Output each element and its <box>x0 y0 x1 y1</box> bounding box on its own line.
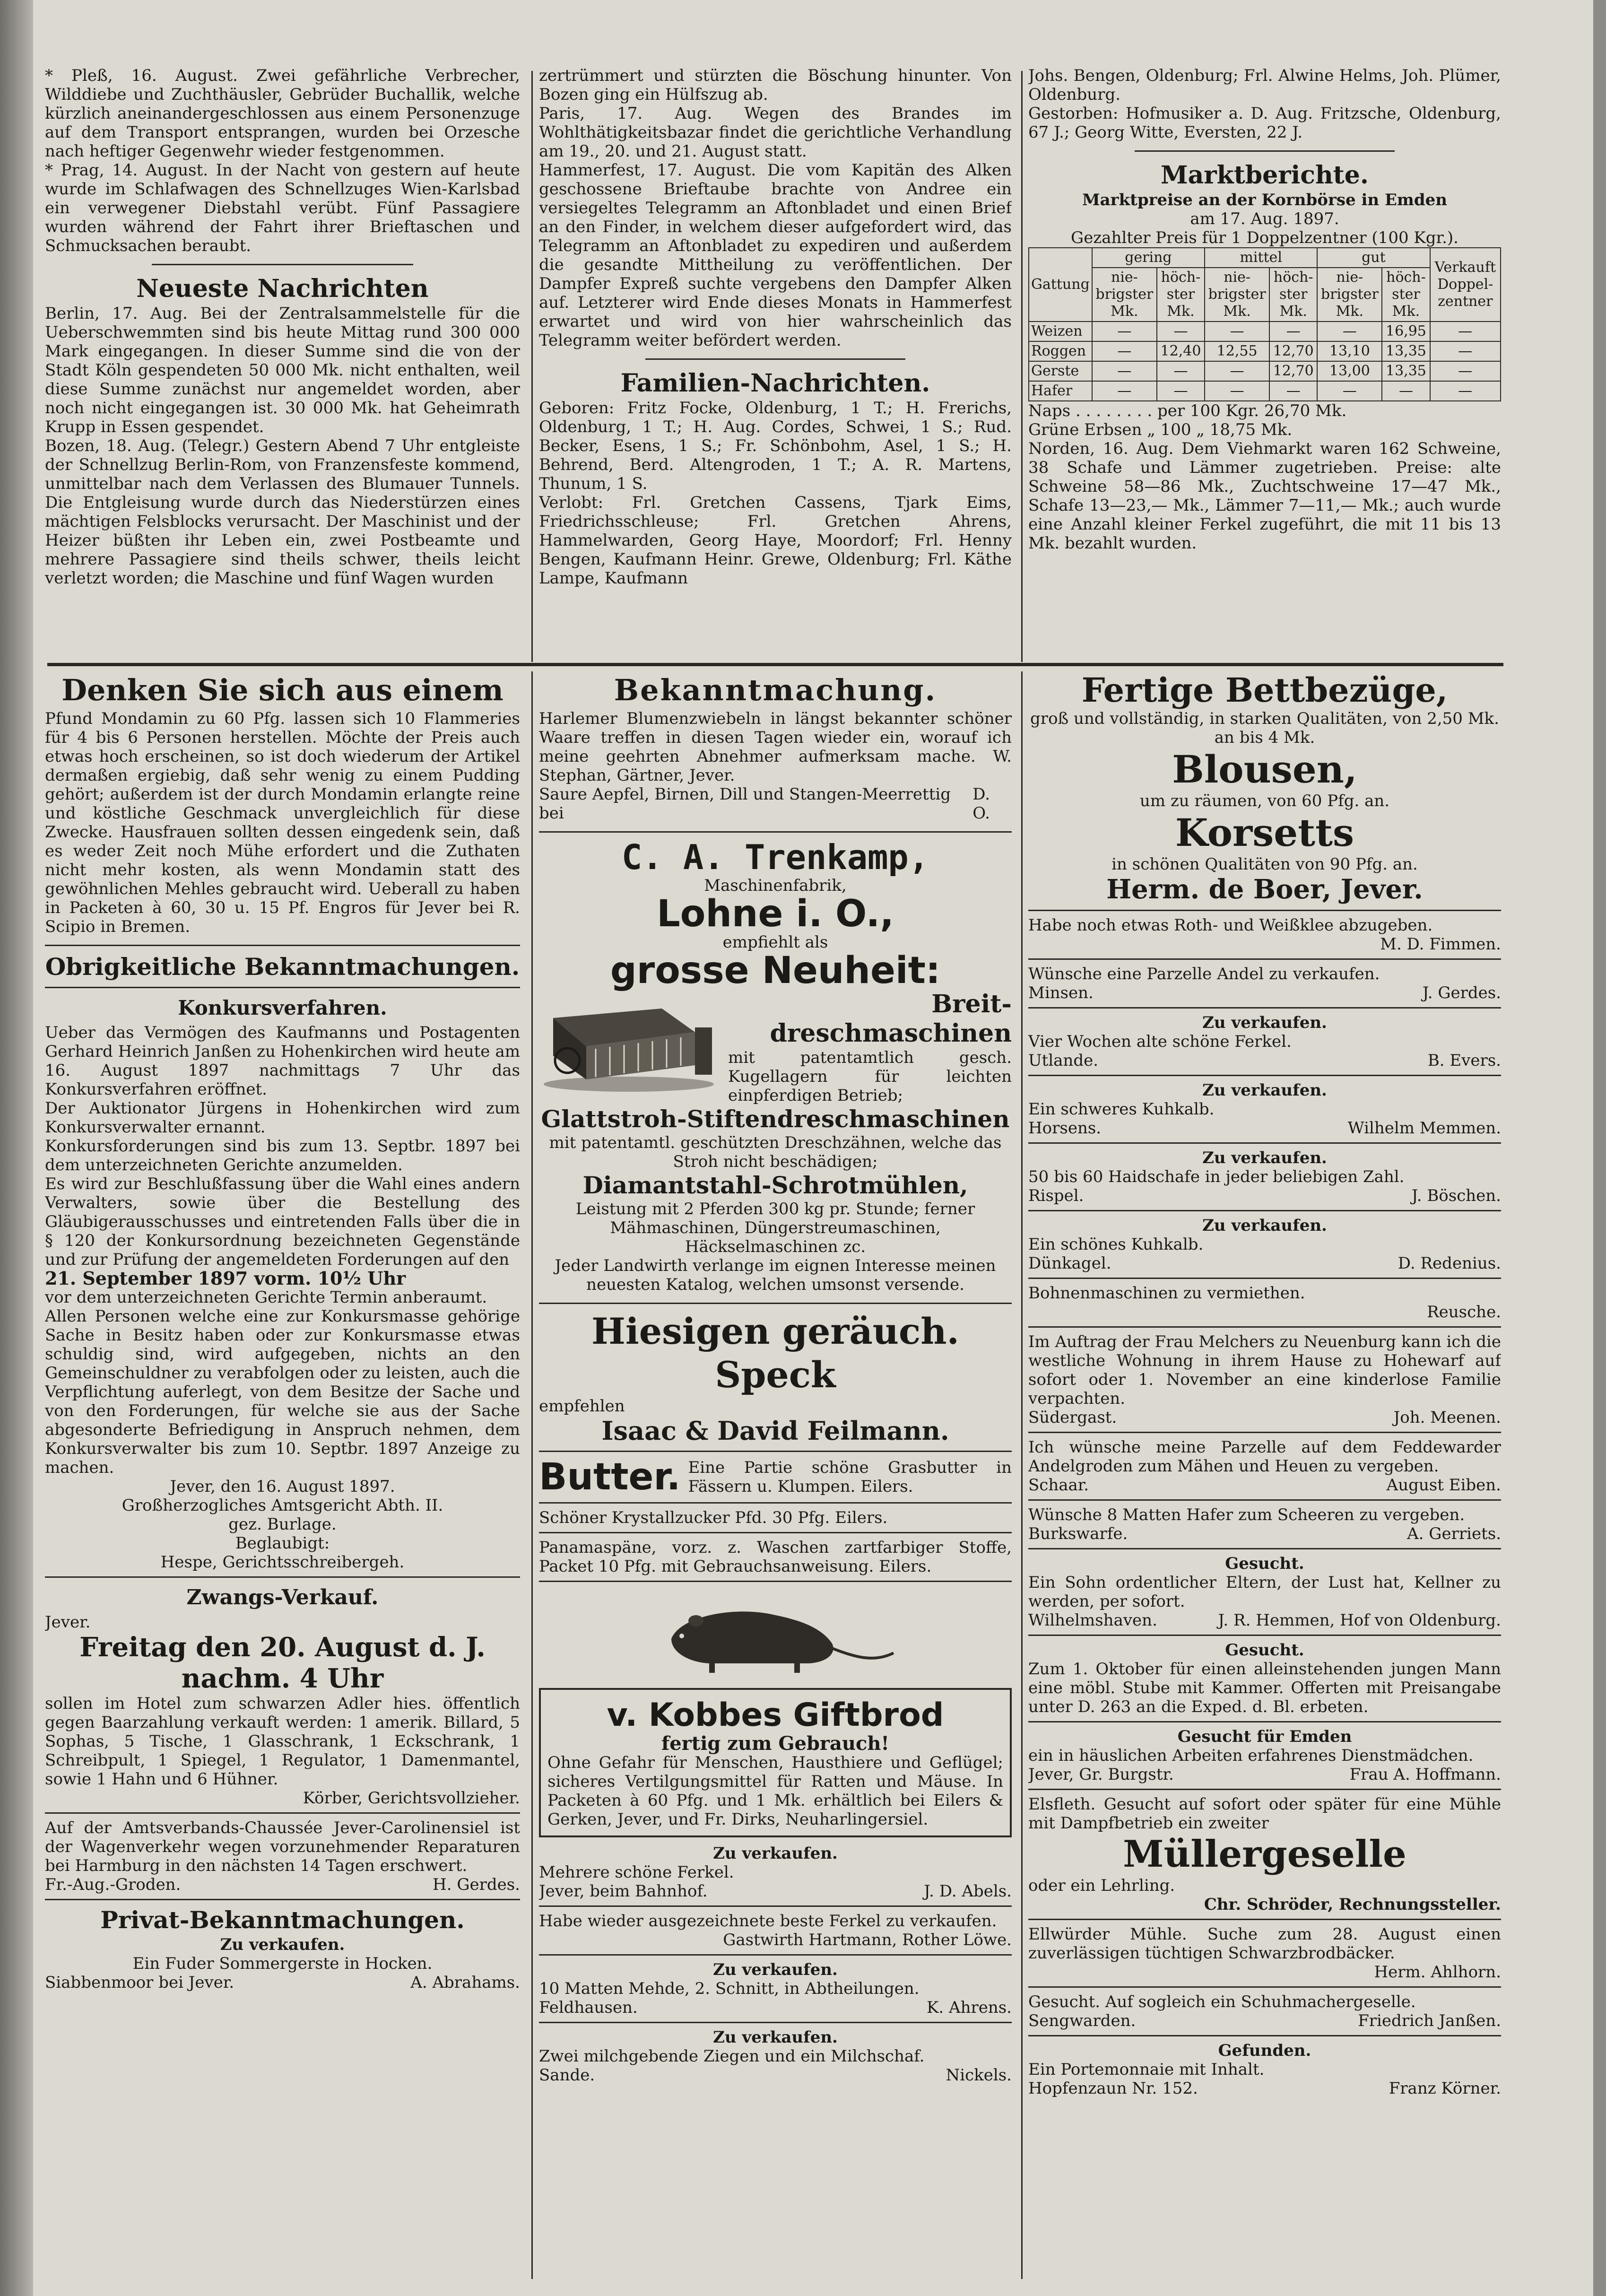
trenkamp-empf: empfiehlt als <box>722 933 828 952</box>
signature-line <box>1028 983 1501 1002</box>
small-ad <box>1028 1986 1501 2030</box>
ad-text: Ich wünsche meine Parzelle auf dem Feddewarder Andelgroden zum Mähen und Heuen zu vergeben. <box>1028 1438 1501 1476</box>
ad-text: Vier Wochen alte schöne Ferkel. <box>1028 1032 1292 1051</box>
column-rule <box>531 71 533 662</box>
family-news: Geboren: Fritz Focke, Oldenburg, 1 T.; H. Frerichs, Oldenburg, 1 T.; H. Aug. Cordes, Schwei, 1 S.; Rud. Becker, Esens, 1 S.; Fr. Schönbohm, Asel, 1 S.; H. Behrend, Berd. Altengroden, 1 T.; A. R. Martens, Thunum, 1 S. <box>539 399 1012 493</box>
small-ad <box>1028 1210 1501 1273</box>
section-heading: Familien-Nachrichten. <box>620 369 930 398</box>
place: Schaar. <box>1028 1476 1089 1495</box>
place: Hopfenzaun Nr. 152. <box>1028 2079 1198 2098</box>
signature-line <box>1028 1408 1501 1427</box>
small-ad <box>1028 958 1501 1002</box>
section-heading: Privat-Bekanntmachungen. <box>100 1906 465 1934</box>
divider <box>1028 1142 1501 1144</box>
column-1-ads <box>45 671 520 2288</box>
divider <box>539 831 1012 833</box>
grain-name: Gerste <box>1029 361 1092 381</box>
ad-text: Ein Sohn ordentlicher Eltern, der Lust hat, Kellner zu werden, per sofort. <box>1028 1573 1501 1611</box>
threshing-machine-icon <box>539 990 719 1094</box>
table-row <box>1029 381 1501 401</box>
trenkamp-machine: Diamantstahl-Schrotmühlen, <box>582 1171 968 1199</box>
mondamin-heading: Denken Sie sich aus einem <box>61 673 504 707</box>
divider <box>1028 1007 1501 1009</box>
divider <box>45 1576 520 1578</box>
price-cell: 12,70 <box>1269 341 1317 361</box>
ad-text: Wünsche eine Parzelle Andel zu verkaufen. <box>1028 965 1380 983</box>
trenkamp-text: mit patentamtlich gesch. Kugellagern für leichten einpferdigen Betrieb; <box>728 1048 1012 1105</box>
market-line: Grüne Erbsen „ 100 „ 18,75 Mk. <box>1028 420 1293 439</box>
divider <box>539 1451 1012 1452</box>
ad-text: groß und vollständig, in starken Qualitäten, von 2,50 Mk. an bis 4 Mk. <box>1030 709 1499 747</box>
price-cell: 12,40 <box>1157 341 1205 361</box>
table-subheader: nie- brigster Mk. <box>1092 268 1157 322</box>
place: Burkswarfe. <box>1028 1524 1128 1543</box>
boer-firm: Herm. de Boer, Jever. <box>1106 874 1423 905</box>
mondamin-text: Pfund Mondamin zu 60 Pfg. lassen sich 10 Flammeries für 4 bis 6 Personen herstellen. Möchte der Preis auch etwas hoch erscheinen, so ist doch wiederum der Artikel dermaßen ergiebig, daß sehr wenig zu einem Pudding gehört; außerdem ist der durch Mondamin erlangte reine und köstliche Geschmack unvergleichlich für diese Zwecke. Hausfrauen sollten dessen eingedenk sein, daß es weder Zeit noch Mühe erfordert und die Zuthaten nicht mehr kosten, als wenn Mondamin statt des gewöhnlichen Mehles gebraucht wird. Ueberall zu haben in Packeten à 60, 30 u. 15 Pf. Engros für Jever bei R. Scipio in Bremen. <box>45 709 520 936</box>
subheading: Konkursverfahren. <box>178 996 387 1019</box>
ad-text: Im Auftrag der Frau Melchers zu Neuenburg kann ich die westliche Wohnung in ihrem Hause zu Hohewarf auf sofort oder 1. November an eine kinderlose Familie verpachten. <box>1028 1332 1501 1408</box>
place: Utlande. <box>1028 1051 1099 1070</box>
price-cell: — <box>1317 381 1382 401</box>
divider <box>45 945 520 946</box>
butter-heading: Butter. <box>539 1456 681 1498</box>
notice-text: Es wird zur Beschlußfassung über die Wahl eines andern Verwalters, sowie über die Bestellung des Gläubigerausschusses und eintretenden Falls über die in § 120 der Konkursordnung bezeichneten Gegenstände und zur Prüfung der angemeldeten Forderungen auf den <box>45 1174 520 1269</box>
signature-line <box>1028 1963 1501 1982</box>
signature-line <box>1028 1254 1501 1273</box>
ad-text: ein in häuslichen Arbeiten erfahrenes Dienstmädchen. <box>1028 1746 1474 1765</box>
small-ads <box>1028 916 1501 1784</box>
divider <box>645 358 905 360</box>
price-cell: — <box>1205 381 1269 401</box>
notice-text: Der Auktionator Jürgens in Hohenkirchen wird zum Konkursverwalter ernannt. <box>45 1099 520 1137</box>
divider <box>45 1812 520 1814</box>
speck-firm: Isaac & David Feilmann. <box>601 1416 949 1446</box>
signature-line <box>45 1875 520 1894</box>
trenkamp-machine: Glattstroh-Stiftendreschmaschinen <box>541 1105 1010 1133</box>
notice-clerk: Hespe, Gerichtsschreibergeh. <box>160 1553 405 1572</box>
price-cell: — <box>1205 361 1269 381</box>
place: Wilhelmshaven. <box>1028 1611 1157 1630</box>
ad-text: empfehlen <box>539 1397 625 1416</box>
column-3-news <box>1028 66 1501 660</box>
signer: A. Gerriets. <box>1407 1524 1501 1543</box>
small-ad <box>1028 2035 1501 2098</box>
notice-certified: Beglaubigt: <box>235 1534 330 1553</box>
divider <box>1028 1075 1501 1076</box>
small-ad <box>1028 1548 1501 1630</box>
market-unit: Gezahlter Preis für 1 Doppelzentner (100 Kgr.). <box>1071 228 1458 247</box>
small-ad <box>1028 1326 1501 1427</box>
price-cell: 13,10 <box>1317 341 1382 361</box>
price-cell: 12,55 <box>1205 341 1269 361</box>
table-header: gut <box>1317 248 1430 268</box>
news-item: * Pleß, 16. August. Zwei gefährliche Verbrecher, Wilddiebe und Zuchthäusler, Gebrüder Buchallik, welche kürzlich aneinandergeschlossen aus einem Personenzuge auf dem Transport entsprangen, wurden bei Orzesche nach heftiger Gegenwehr wieder festgenommen. <box>45 66 520 161</box>
news-item: Hammerfest, 17. August. Die vom Kapitän des Alken geschossene Brieftaube brachte von Andree ein versiegeltes Telegramm an Aftonbladet und einen Brief an den Finder, in welchem dieser aufgefordert wird, das Telegramm an Aftonbladet zu expediren und außerdem die gesandte Mittheilung zu veröffentlichen. Der Dampfer Expreß suchte vergebens den Dampfer Alken auf. Letzterer wird Ende dieses Monats in Hammerfest erwartet und wird von hier wahrscheinlich das Telegramm weiter befördert werden. <box>539 161 1012 350</box>
price-cell: — <box>1092 381 1157 401</box>
ad-text: Bohnenmaschinen zu vermiethen. <box>1028 1284 1305 1303</box>
signer: Franz Körner. <box>1389 2079 1501 2098</box>
news-item: * Prag, 14. August. In der Nacht von gestern auf heute wurde im Schlafwagen des Schnellzuges Wien-Karlsbad ein verwegener Diebstahl verübt. Fünf Passagiere wurden während der Fahrt ihrer Brieftaschen und Schmucksachen beraubt. <box>45 161 520 255</box>
place: Jever, Gr. Burgstr. <box>1028 1765 1174 1784</box>
notice-court: Großherzogliches Amtsgericht Abth. II. <box>122 1496 443 1515</box>
ad-text: Saure Aepfel, Birnen, Dill und Stangen-Meerrettig bei <box>539 785 951 823</box>
place: Südergast. <box>1028 1408 1117 1427</box>
divider <box>1028 1432 1501 1433</box>
small-ad <box>1028 1925 1501 1982</box>
ad-text: Ellwürder Mühle. Suche zum 28. August einen zuverlässigen tüchtigen Schwarzbrodbäcker. <box>1028 1925 1501 1963</box>
ad-text: Panamaspäne, vorz. z. Waschen zartfarbiger Stoffe, Packet 10 Pfg. mit Gebrauchsanweisung. Eilers. <box>539 1538 1012 1576</box>
ad-heading: Zu verkaufen. <box>713 1844 838 1863</box>
family-news: Johs. Bengen, Oldenburg; Frl. Alwine Helms, Joh. Plümer, Oldenburg. <box>1028 66 1501 104</box>
auction-time: nachm. 4 Uhr <box>181 1663 384 1694</box>
ad-text: oder ein Lehrling. <box>1028 1876 1175 1895</box>
divider <box>1028 1986 1501 1988</box>
table-subheader: nie- brigster Mk. <box>1205 268 1269 322</box>
small-ad <box>539 1905 1012 1949</box>
giftbrod-ad <box>539 1688 1012 1837</box>
small-ad <box>1028 1721 1501 1784</box>
signature-line <box>1028 1051 1501 1070</box>
table-subheader: nie- brigster Mk. <box>1317 268 1382 322</box>
grain-name: Roggen <box>1029 341 1092 361</box>
signer: Friedrich Janßen. <box>1358 2011 1501 2030</box>
price-cell: — <box>1157 322 1205 341</box>
notice-text: vor dem unterzeichneten Gerichte Termin anberaumt. <box>45 1288 487 1307</box>
small-ad <box>1028 916 1501 954</box>
rat-icon <box>652 1587 898 1681</box>
notice-place: Jever, den 16. August 1897. <box>170 1477 395 1496</box>
signature-line <box>1028 1765 1501 1784</box>
news-item: Bozen, 18. Aug. (Telegr.) Gestern Abend 7 Uhr entgleiste der Schnellzug Berlin-Rom, von Franzensfeste kommend, unmittelbar nach dem Verlassen des Blumauer Tunnels. Die Entgleisung wurde durch das Niederstürzen eines mächtigen Felsblocks verursacht. Der Maschinist und der Heizer büßten ihr Leben ein, zwei Postbeamte und mehrere Passagiere sind theils schwer, theils leicht verletzt worden; die Maschine und fünf Wagen wurden <box>45 436 520 588</box>
muellergeselle-heading: Müllergeselle <box>1123 1833 1406 1876</box>
divider <box>1028 1210 1501 1211</box>
place: Siabbenmoor bei Jever. <box>45 1973 234 1992</box>
ad-text: Harlemer Blumenzwiebeln in längst bekannter schöner Waare treffen in diesen Tagen wieder ein, worauf ich meine geehrten Abnehmer aufmerksam mache. W. Stephan, Gärtner, Jever. <box>539 709 1012 785</box>
section-heading: Obrigkeitliche Bekanntmachungen. <box>45 953 520 981</box>
news-item: zertrümmert und stürzten die Böschung hinunter. Von Bozen ging ein Hülfszug ab. <box>539 66 1012 104</box>
signer: Joh. Meenen. <box>1393 1408 1501 1427</box>
trenkamp-machine: Breit- <box>931 990 1012 1018</box>
giftbrod-ready: fertig zum Gebrauch! <box>661 1732 889 1755</box>
ad-text: Eine Partie schöne Grasbutter in Fässern u. Klumpen. Eilers. <box>688 1458 1012 1496</box>
column-rule <box>1021 671 1023 2279</box>
signer: J. R. Hemmen, Hof von Oldenburg. <box>1218 1611 1501 1630</box>
divider <box>539 1905 1012 1907</box>
divider <box>1028 1278 1501 1279</box>
divider <box>1135 150 1395 152</box>
signature-line <box>1028 1119 1501 1138</box>
ad-text: in schönen Qualitäten von 90 Pfg. an. <box>1111 855 1418 874</box>
ad-text: Ein Fuder Sommergerste in Hocken. <box>132 1954 433 1973</box>
signer: August Eiben. <box>1386 1476 1501 1495</box>
place: Feldhausen. <box>539 1998 638 2017</box>
trenkamp-text: Jeder Landwirth verlange im eignen Interesse meinen neuesten Katalog, welchen umsonst versende. <box>555 1256 996 1294</box>
divider <box>539 1954 1012 1956</box>
ad-heading: Zu verkaufen. <box>1202 1216 1327 1235</box>
section-divider <box>47 663 1503 666</box>
trenkamp-text: mit patentamtl. geschützten Dreschzähnen, welche das Stroh nicht beschädigen; <box>549 1133 1002 1171</box>
market-report: Norden, 16. Aug. Dem Viehmarkt waren 162 Schweine, 38 Schafe und Lämmer zugetrieben. Preise: alte Schweine 58—86 Mk., Zuchtschweine 17—47 Mk., Schafe 13—23,— Mk., Lämmer 7—11,— Mk.; auch wurde eine Anzahl kleiner Ferkel zugeführt, die mit 11 bis 13 Mk. bezahlt wurden. <box>1028 439 1501 553</box>
divider <box>1028 1326 1501 1328</box>
betten-heading: Fertige Bettbezüge, <box>1081 671 1448 710</box>
divider <box>1028 2035 1501 2036</box>
price-cell: — <box>1430 341 1501 361</box>
signer: Nickels. <box>946 2066 1012 2085</box>
table-header: Gattung <box>1029 248 1092 322</box>
signer: Herm. Ahlhorn. <box>1374 1963 1501 1982</box>
book-gutter <box>0 0 33 2296</box>
signature-line <box>539 2066 1012 2085</box>
section-heading: Marktberichte. <box>1161 161 1369 190</box>
signer: Frau A. Hoffmann. <box>1349 1765 1501 1784</box>
column-1-news <box>45 66 520 660</box>
signer: J. Böschen. <box>1411 1186 1501 1205</box>
ad-heading: Gesucht. <box>1225 1641 1304 1660</box>
place: Fr.-Aug.-Groden. <box>45 1875 181 1894</box>
signature-line <box>539 1882 1012 1901</box>
place: Dünkagel. <box>1028 1254 1111 1273</box>
signer: A. Abrahams. <box>410 1973 520 1992</box>
divider <box>1028 1789 1501 1790</box>
hearing-date: 21. September 1897 vorm. 10½ Uhr <box>45 1268 406 1289</box>
price-cell: — <box>1430 361 1501 381</box>
ad-heading: Gefunden. <box>1218 2041 1311 2060</box>
price-cell: 13,00 <box>1317 361 1382 381</box>
place: Jever, beim Bahnhof. <box>539 1882 708 1901</box>
signer: B. Evers. <box>1427 1051 1501 1070</box>
ad-heading: Gesucht für Emden <box>1177 1727 1352 1746</box>
family-news: Verlobt: Frl. Gretchen Cassens, Tjark Eims, Friedrichsschleuse; Frl. Gretchen Ahrens, Hammelwarden, Georg Haye, Moordorf; Frl. Henny Bengen, Kaufmann Heinr. Grewe, Oldenburg; Frl. Käthe Lampe, Kaufmann <box>539 493 1012 588</box>
section-heading: Zwangs-Verkauf. <box>186 1585 379 1609</box>
road-notice: Auf der Amtsverbands-Chaussée Jever-Carolinensiel ist der Wagenverkehr wegen vorzunehmender Reparaturen bei Harmburg in den nächsten 14 Tagen erschwert. <box>45 1818 520 1875</box>
price-cell: — <box>1092 341 1157 361</box>
small-ad <box>539 2022 1012 2085</box>
ad-text: Habe noch etwas Roth- und Weißklee abzugeben. <box>1028 916 1433 935</box>
speck-heading: Hiesigen geräuch. Speck <box>591 1310 959 1396</box>
news-item: Berlin, 17. Aug. Bei der Zentralsammelstelle für die Ueberschwemmten sind bis heute Mittag rund 300 000 Mark eingegangen. In dieser Summe sind die von der Stadt Köln gespendeten 50 000 Mk. nicht enthalten, weil diese Summe zunächst nur angemeldet worden, aber noch nicht eingegangen ist. 30 000 Mk. hat Geheimrath Krupp in Essen gespendet. <box>45 304 520 436</box>
small-ad <box>1028 1007 1501 1070</box>
price-cell: — <box>1092 361 1157 381</box>
signature-line <box>539 785 1012 823</box>
table-subheader: höch- ster Mk. <box>1157 268 1205 322</box>
notice-text: Ueber das Vermögen des Kaufmanns und Postagenten Gerhard Heinrich Janßen zu Hohenkirchen wird heute am 16. August 1897 nachmittags 7 Uhr das Konkursverfahren eröffnet. <box>45 1023 520 1099</box>
family-news: Gestorben: Hofmusiker a. D. Aug. Fritzsche, Oldenburg, 67 J.; Georg Witte, Eversten, 22 J. <box>1028 104 1501 142</box>
giftbrod-text: Ohne Gefahr für Menschen, Hausthiere und Geflügel; sicheres Vertilgungsmittel für Ratten und Mäuse. In Packeten à 60 Pfg. und 1 Mk. erhältlich bei Eilers & Gerken, Jever, und Fr. Dirks, Neuharlingersiel. <box>547 1753 1003 1829</box>
signature-line <box>1028 1611 1501 1630</box>
trenkamp-text: Leistung mit 2 Pferden 300 kg pr. Stunde; ferner Mähmaschinen, Düngerstreumaschinen, Häckselmaschinen zc. <box>575 1200 975 1256</box>
trenkamp-sub: Maschinenfabrik, <box>704 876 847 895</box>
price-cell: — <box>1157 361 1205 381</box>
signature-line <box>1028 1186 1501 1205</box>
signature-line <box>45 1973 520 1992</box>
small-ads <box>1028 1925 1501 2098</box>
market-date: am 17. Aug. 1897. <box>1190 209 1339 228</box>
section-heading: Neueste Nachrichten <box>136 274 429 303</box>
small-ad <box>1028 1075 1501 1138</box>
table-subheader: höch- ster Mk. <box>1269 268 1317 322</box>
market-price-table <box>1028 247 1501 401</box>
ad-text: Ein Portemonnaie mit Inhalt. <box>1028 2060 1265 2079</box>
auction-text: sollen im Hotel zum schwarzen Adler hies. öffentlich gegen Baarzahlung verkauft werden: 1 amerik. Billard, 5 Sophas, 5 Tische, 1 Glasschrank, 1 Eckschrank, 1 Schreibpult, 1 Spiegel, 1 Regulator, 1 Damenmantel, sowie 1 Hahn und 6 Hühner. <box>45 1694 520 1789</box>
auction-signature: Körber, Gerichtsvollzieher. <box>303 1789 520 1808</box>
divider <box>539 1581 1012 1582</box>
signer: H. Gerdes. <box>433 1875 520 1894</box>
news-item: Paris, 17. Aug. Wegen des Brandes im Wohlthätigkeitsbazar findet die gerichtliche Verhandlung am 19., 20. und 21. August statt. <box>539 104 1012 161</box>
divider <box>1028 1548 1501 1549</box>
place: Horsens. <box>1028 1119 1102 1138</box>
divider <box>539 1502 1012 1504</box>
divider <box>1028 1635 1501 1636</box>
divider <box>152 264 413 265</box>
divider <box>539 2022 1012 2023</box>
small-ad <box>1028 1635 1501 1716</box>
price-cell: 13,35 <box>1382 361 1430 381</box>
ad-text: Ein schönes Kuhkalb. <box>1028 1235 1204 1254</box>
notice-signature: gez. Burlage. <box>228 1515 337 1534</box>
price-cell: 13,35 <box>1382 341 1430 361</box>
column-2-news <box>539 66 1012 660</box>
auction-date: Freitag den 20. August d. J. <box>79 1632 486 1663</box>
small-ad <box>539 1844 1012 1901</box>
price-cell: — <box>1157 381 1205 401</box>
auction-place: Jever. <box>45 1613 91 1632</box>
small-ad <box>1028 1278 1501 1322</box>
signature-line <box>1028 1303 1501 1322</box>
table-header: gering <box>1092 248 1205 268</box>
signature-line <box>1028 1476 1501 1495</box>
small-ads <box>539 1844 1012 2085</box>
price-cell: 12,70 <box>1269 361 1317 381</box>
table-row <box>1029 322 1501 341</box>
price-cell: — <box>1092 322 1157 341</box>
divider <box>539 1303 1012 1304</box>
price-cell: 16,95 <box>1382 322 1430 341</box>
ad-heading: Zu verkaufen. <box>713 1960 838 1979</box>
divider <box>1028 910 1501 911</box>
ad-heading: Zu verkaufen. <box>1202 1148 1327 1167</box>
ad-text: Zwei milchgebende Ziegen und ein Milchschaf. <box>539 2047 925 2066</box>
divider <box>1028 1919 1501 1920</box>
signature-line <box>1028 935 1501 954</box>
table-header: mittel <box>1205 248 1317 268</box>
thresher-block <box>539 990 1012 1105</box>
small-ad <box>539 1954 1012 2017</box>
market-line: Naps . . . . . . . . per 100 Kgr. 26,70 Mk. <box>1028 401 1347 420</box>
grain-name: Hafer <box>1029 381 1092 401</box>
table-subheader: höch- ster Mk. <box>1382 268 1430 322</box>
signer: J. Gerdes. <box>1422 983 1501 1002</box>
trenkamp-name: C. A. Trenkamp, <box>621 837 929 877</box>
ad-text: Habe wieder ausgezeichnete beste Ferkel zu verkaufen. <box>539 1912 997 1931</box>
price-cell: — <box>1269 381 1317 401</box>
divider <box>1028 1499 1501 1501</box>
butter-ad <box>539 1457 1012 1497</box>
signature-line <box>1028 1524 1501 1543</box>
divider <box>45 1899 520 1900</box>
signer: Wilhelm Memmen. <box>1347 1119 1501 1138</box>
small-ad <box>1028 1432 1501 1495</box>
price-cell: — <box>1269 322 1317 341</box>
giftbrod-title: v. Kobbes Giftbrod <box>607 1696 944 1734</box>
ad-heading: Zu verkaufen. <box>1202 1081 1327 1100</box>
trenkamp-machine: dreschmaschinen <box>770 1019 1012 1048</box>
signer: M. D. Fimmen. <box>1380 935 1501 954</box>
ad-text: Elsfleth. Gesucht auf sofort oder später für eine Mühle mit Dampfbetrieb ein zweiter <box>1028 1795 1501 1833</box>
signer: Reusche. <box>1427 1303 1501 1322</box>
ad-text: 10 Matten Mehde, 2. Schnitt, in Abtheilungen. <box>539 1979 920 1998</box>
ad-heading: Zu verkaufen. <box>713 2028 838 2047</box>
price-cell: — <box>1382 381 1430 401</box>
ad-heading: Zu verkaufen. <box>220 1935 345 1954</box>
small-ad <box>1028 1499 1501 1543</box>
ad-text: Mehrere schöne Ferkel. <box>539 1863 734 1882</box>
place: Rispel. <box>1028 1186 1084 1205</box>
ad-heading: Gesucht. <box>1225 1554 1304 1573</box>
divider <box>1028 958 1501 960</box>
grain-name: Weizen <box>1029 322 1092 341</box>
price-cell: — <box>1430 381 1501 401</box>
korsetts-heading: Korsetts <box>1175 810 1354 855</box>
ad-text: 50 bis 60 Haidschafe in jeder beliebigen Zahl. <box>1028 1167 1405 1186</box>
divider <box>539 1532 1012 1533</box>
market-subheading: Marktpreise an der Kornbörse in Emden <box>1082 191 1447 209</box>
table-row <box>1029 361 1501 381</box>
column-rule <box>1021 71 1023 662</box>
trenkamp-neuheit: grosse Neuheit: <box>610 949 941 992</box>
column-3-ads <box>1028 671 1501 2288</box>
table-row <box>1029 341 1501 361</box>
trenkamp-town: Lohne i. O., <box>657 893 894 935</box>
signer: D. O. <box>972 785 990 823</box>
price-cell: — <box>1205 322 1269 341</box>
place: Sande. <box>539 2066 595 2085</box>
signer: J. D. Abels. <box>924 1882 1012 1901</box>
signature-line <box>539 1931 1012 1949</box>
price-cell: — <box>1430 322 1501 341</box>
notice-text: Konkursforderungen sind bis zum 13. Septbr. 1897 bei dem unterzeichneten Gerichte anzumelden. <box>45 1137 520 1174</box>
small-ad <box>1028 1142 1501 1205</box>
notice-text: Allen Personen welche eine zur Konkursmasse gehörige Sache in Besitz haben oder zur Konkursmasse etwas schuldig sind, wird aufgegeben, nichts an den Gemeinschuldner zu verabfolgen oder zu leisten, auch die Verpflichtung auferlegt, von dem Besitze der Sache und von den Forderungen, für welche sie aus der Sache abgesonderte Befriedigung in Anspruch nehmen, dem Konkursverwalter bis zum 10. Septbr. 1897 Anzeige zu machen. <box>45 1307 520 1477</box>
ad-heading: Bekanntmachung. <box>614 673 937 707</box>
ad-text: Gesucht. Auf sogleich ein Schuhmachergeselle. <box>1028 1992 1416 2011</box>
ad-text: um zu räumen, von 60 Pfg. an. <box>1139 791 1390 810</box>
blousen-heading: Blousen, <box>1172 747 1357 791</box>
ad-text: Ein schweres Kuhkalb. <box>1028 1100 1215 1119</box>
column-2-ads <box>539 671 1012 2288</box>
signature-line <box>1028 2079 1501 2098</box>
divider <box>1028 1721 1501 1722</box>
column-rule <box>531 671 533 2279</box>
ad-text: Zum 1. Oktober für einen alleinstehenden jungen Mann eine möbl. Stube mit Kammer. Offerten mit Preisangabe unter D. 263 an die Exped. d. Bl. erbeten. <box>1028 1660 1501 1716</box>
ad-text: Schöner Krystallzucker Pfd. 30 Pfg. Eilers. <box>539 1508 888 1527</box>
price-cell: — <box>1317 322 1382 341</box>
signer: Gastwirth Hartmann, Rother Löwe. <box>723 1931 1012 1949</box>
place: Minsen. <box>1028 983 1094 1002</box>
signer: D. Redenius. <box>1398 1254 1501 1273</box>
signer: Chr. Schröder, Rechnungssteller. <box>1204 1895 1501 1914</box>
signature-line <box>539 1998 1012 2017</box>
signature-line <box>1028 2011 1501 2030</box>
signer: K. Ahrens. <box>927 1998 1012 2017</box>
ad-text: Wünsche 8 Matten Hafer zum Scheeren zu vergeben. <box>1028 1505 1465 1524</box>
ad-heading: Zu verkaufen. <box>1202 1013 1327 1032</box>
divider <box>45 987 520 988</box>
table-header: Verkauft Doppel- zentner <box>1430 248 1501 322</box>
place: Sengwarden. <box>1028 2011 1136 2030</box>
